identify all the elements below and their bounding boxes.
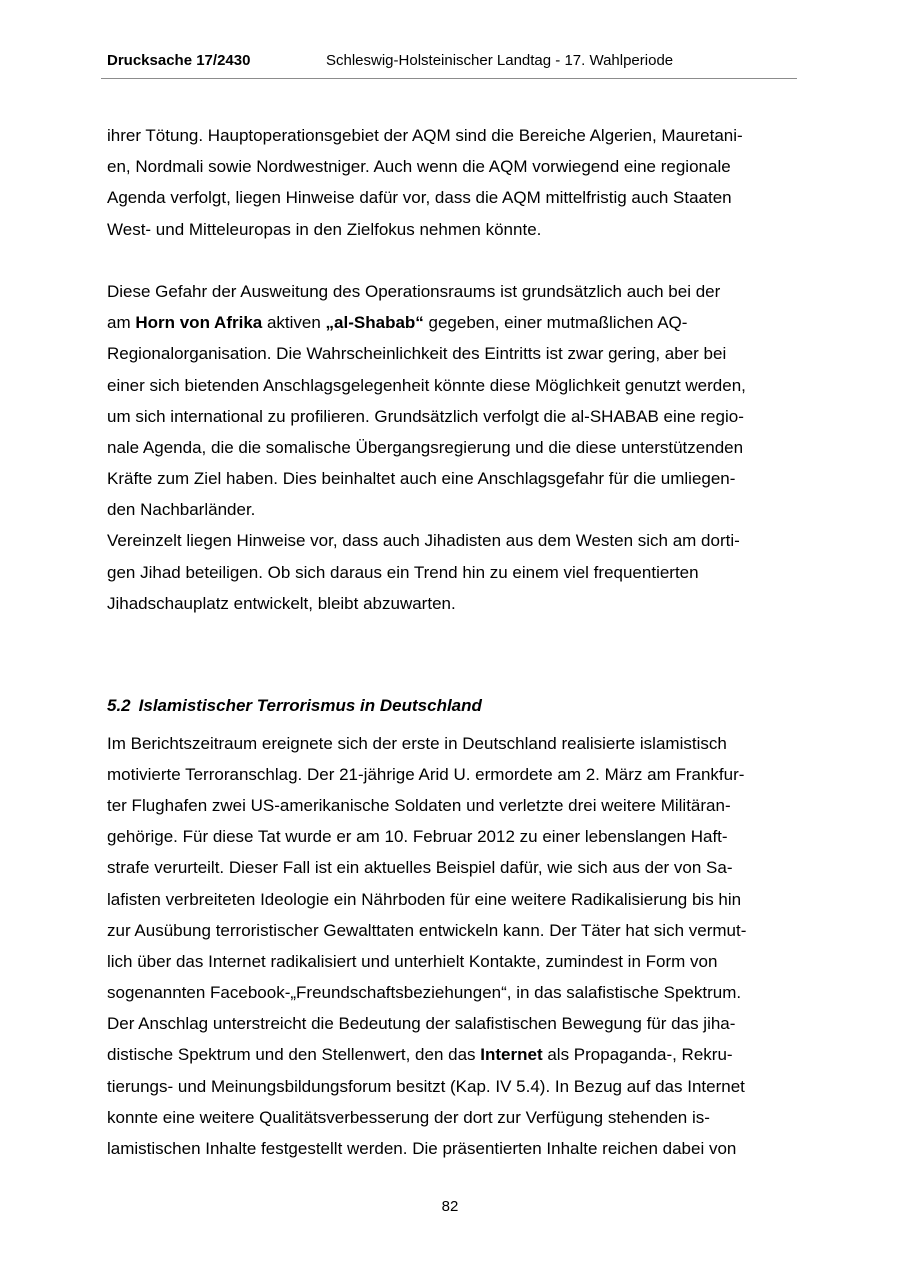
text-line: ter Flughafen zwei US-amerikanische Soldaten und verletzte drei weitere Militäran- — [107, 795, 731, 815]
text-line: Im Berichtszeitraum ereignete sich der erste in Deutschland realisierte islamistisch — [107, 733, 727, 753]
paragraph-3 — [107, 728, 797, 1165]
text-run: aktiven — [262, 313, 326, 333]
text-line — [107, 1039, 797, 1070]
text-line: en, Nordmali sowie Nordwestniger. Auch wenn die AQM vorwiegend eine regionale — [107, 157, 731, 177]
text-run: distische Spektrum und den Stellenwert, den das — [107, 1045, 481, 1065]
text-line: konnte eine weitere Qualitätsverbesserung der dort zur Verfügung stehenden is- — [107, 1107, 710, 1127]
text-line: motivierte Terroranschlag. Der 21-jährige Arid U. ermordete am 2. März am Frankfur- — [107, 764, 745, 784]
text-line: den Nachbarländer. — [107, 500, 256, 520]
text-line: ihrer Tötung. Hauptoperationsgebiet der AQM sind die Bereiche Algerien, Mauretani- — [107, 126, 743, 145]
bold-term-al-shabab: „al-Shabab“ — [325, 313, 424, 333]
text-line: lich über das Internet radikalisiert und unterhielt Kontakte, zumindest in Form von — [107, 951, 718, 971]
section-number: 5.2 — [107, 696, 131, 716]
bold-term-internet: Internet — [480, 1045, 543, 1065]
section-title: Islamistischer Terrorismus in Deutschland — [138, 696, 482, 716]
paragraph-spacer — [107, 245, 797, 276]
text-line: gen Jihad beteiligen. Ob sich daraus ein Trend hin zu einem viel frequentierten — [107, 562, 699, 582]
text-line: Der Anschlag unterstreicht die Bedeutung der salafistischen Bewegung für das jiha- — [107, 1014, 736, 1034]
text-line: Jihadschauplatz entwickelt, bleibt abzuwarten. — [107, 593, 456, 613]
text-line — [107, 307, 797, 338]
text-line: strafe verurteilt. Dieser Fall ist ein aktuelles Beispiel dafür, wie sich aus der von Sa- — [107, 858, 733, 878]
text-line: um sich international zu profilieren. Grundsätzlich verfolgt die al-SHABAB eine regio- — [107, 406, 744, 426]
text-line: Agenda verfolgt, liegen Hinweise dafür vor, dass die AQM mittelfristig auch Staaten — [107, 188, 732, 208]
text-line: lafisten verbreiteten Ideologie ein Nährboden für eine weitere Radikalisierung bis hin — [107, 889, 742, 909]
text-line: Diese Gefahr der Ausweitung des Operationsraums ist grundsätzlich auch bei der — [107, 281, 721, 301]
text-line: zur Ausübung terroristischer Gewalttaten entwickeln kann. Der Täter hat sich vermut- — [107, 920, 747, 940]
bold-term-horn-von-afrika: Horn von Afrika — [135, 313, 263, 333]
text-line: nale Agenda, die die somalische Übergangsregierung und die diese unterstützenden — [107, 437, 744, 457]
text-run: als Propaganda-, Rekru- — [542, 1045, 733, 1065]
text-line: sogenannten Facebook-„Freundschaftsbeziehungen“, in das salafistische Spektrum. — [107, 983, 742, 1003]
text-line: tierungs- und Meinungsbildungsforum besitzt (Kap. IV 5.4). In Bezug auf das Internet — [107, 1076, 745, 1096]
text-line: einer sich bietenden Anschlagsgelegenheit könnte diese Möglichkeit genutzt werden, — [107, 375, 746, 395]
section-spacer — [107, 619, 797, 681]
paragraph-2 — [107, 276, 797, 619]
text-line: Vereinzelt liegen Hinweise vor, dass auch Jihadisten aus dem Westen sich am dorti- — [107, 531, 740, 551]
page-header — [101, 52, 797, 79]
text-run: am — [107, 313, 136, 333]
section-heading — [107, 690, 797, 721]
paragraph-1 — [107, 120, 797, 245]
text-line: Kräfte zum Ziel haben. Dies beinhaltet auch eine Anschlagsgefahr für die umliegen- — [107, 469, 736, 489]
header-title: Schleswig-Holsteinischer Landtag - 17. Wahlperiode — [326, 52, 674, 69]
text-run: gegeben, einer mutmaßlichen AQ- — [423, 313, 688, 333]
text-line: Regionalorganisation. Die Wahrscheinlichkeit des Eintritts ist zwar gering, aber bei — [107, 344, 727, 364]
text-line: gehörige. Für diese Tat wurde er am 10. Februar 2012 zu einer lebenslangen Haft- — [107, 827, 728, 847]
text-line: West- und Mitteleuropas in den Zielfokus nehmen könnte. — [107, 219, 542, 239]
page-number: 82 — [441, 1198, 459, 1215]
text-line: lamistischen Inhalte festgestellt werden. Die präsentierten Inhalte reichen dabei von — [107, 1139, 737, 1159]
document-number: Drucksache 17/2430 — [107, 52, 251, 69]
page-content — [107, 120, 797, 1164]
